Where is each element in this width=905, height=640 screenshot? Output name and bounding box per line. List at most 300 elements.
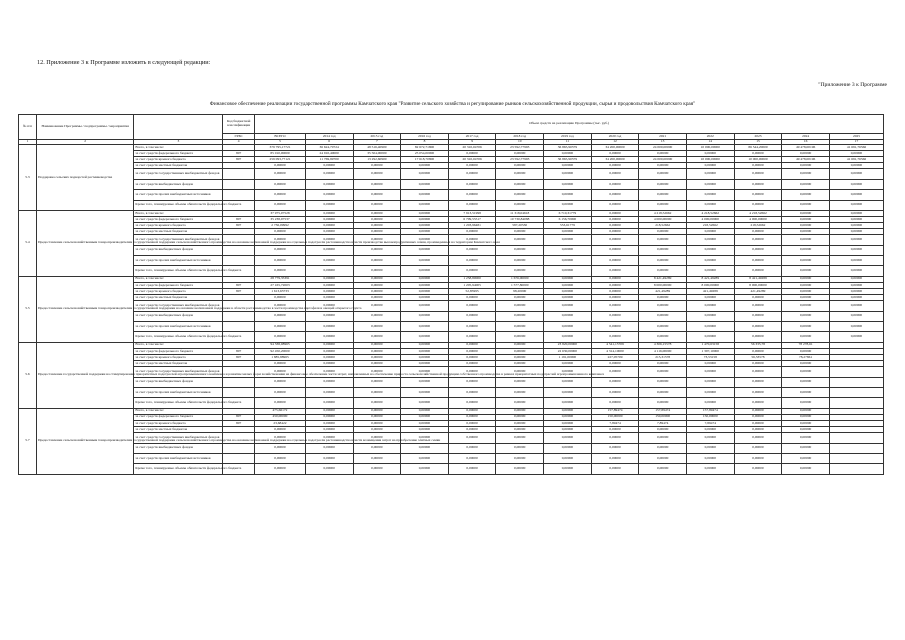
amount-cell: 4 000,00000	[639, 217, 687, 223]
amount-cell: 94 338,08965	[255, 342, 306, 348]
amount-cell: 0,00000	[544, 332, 592, 342]
funding-source: за счет средств прочих внебюджетных источников	[134, 190, 223, 200]
amount-cell: 0,00000	[544, 387, 592, 397]
amount-cell: 0,00000	[782, 408, 830, 414]
amount-cell: 0,00000	[448, 229, 496, 235]
amount-cell: 0,00000	[782, 190, 830, 200]
table-row	[19, 169, 884, 179]
amount-cell	[829, 453, 883, 463]
amount-cell: 0,00000	[829, 301, 883, 311]
grbs-code: 807	[223, 151, 255, 157]
amount-cell: 0,00000	[829, 223, 883, 229]
amount-cell: 1 397,10000	[686, 348, 734, 354]
funding-source: за счет средств федерального бюджета	[134, 217, 223, 223]
amount-cell: 0,00000	[353, 245, 401, 255]
amount-cell: 0,00000	[353, 223, 401, 229]
amount-cell: 0,00000	[591, 387, 639, 397]
amount-cell: 0,00000	[544, 408, 592, 414]
amount-cell: 0,00000	[686, 190, 734, 200]
amount-cell: 0,00000	[448, 420, 496, 426]
amount-cell: 78 278,61	[782, 342, 830, 348]
amount-cell: 0,00000	[401, 311, 449, 321]
row-number: 5.7	[19, 408, 37, 474]
table-row	[19, 190, 884, 200]
amount-cell: 0,00000	[829, 245, 883, 255]
amount-cell: 0,00000	[734, 301, 782, 311]
amount-cell: 8 000,00000	[686, 282, 734, 288]
amount-cell: 1 885,88965	[255, 355, 306, 361]
amount-cell: 92 450,20000	[255, 348, 306, 354]
col-index-number: 11	[544, 140, 592, 145]
amount-cell: 0,00000	[448, 256, 496, 266]
amount-cell: 0,00000	[305, 266, 353, 276]
amount-cell: 0,00000	[686, 464, 734, 474]
amount-cell: 0,00000	[353, 464, 401, 474]
amount-cell: 150,00000	[591, 414, 639, 420]
amount-cell: 4 218,52662	[686, 210, 734, 216]
document-title: Финансовое обеспечение реализации государственной программы Камчатского края "Развитие сельского хозяйства и регулирование рынков сельскохозяйственной продукции, сырья и продовольствия Камчатского края"	[209, 101, 696, 107]
amount-cell: 0,00000	[734, 169, 782, 179]
amount-cell: 0,00000	[496, 266, 544, 276]
row-number: 5.5	[19, 276, 37, 342]
amount-cell: 218,52662	[686, 223, 734, 229]
amount-cell: 0,00000	[401, 348, 449, 354]
amount-cell: 0,00000	[734, 433, 782, 443]
amount-cell: 0,00000	[353, 256, 401, 266]
amount-cell: 0,00000	[686, 398, 734, 408]
appendix-label: "Приложение 3 к Программе	[818, 82, 887, 88]
amount-cell: 4 000,00000	[686, 217, 734, 223]
grbs-code	[223, 322, 255, 332]
funding-source: за счет средств краевого бюджета	[134, 289, 223, 295]
col-index-number: 9	[448, 140, 496, 145]
amount-cell: 1 205,94005	[448, 282, 496, 288]
amount-cell: 0,00000	[734, 387, 782, 397]
amount-cell: 0,00000	[448, 464, 496, 474]
amount-cell: 0,00000	[305, 322, 353, 332]
amount-cell: 0,00000	[639, 361, 687, 367]
amount-cell: 0,00000	[448, 190, 496, 200]
amount-cell: 0,00000	[782, 151, 830, 157]
amount-cell: 0,00000	[829, 210, 883, 216]
table-row	[19, 256, 884, 266]
amount-cell: 0,00000	[448, 179, 496, 189]
amount-cell: 0,00000	[255, 235, 306, 245]
amount-cell: 0,00000	[401, 229, 449, 235]
amount-cell: 0,00000	[782, 295, 830, 301]
amount-cell: 0,00000	[353, 427, 401, 433]
amount-cell: 0,00000	[591, 217, 639, 223]
amount-cell: 0,00000	[591, 377, 639, 387]
table-row	[19, 398, 884, 408]
amount-cell: 0,00000	[829, 256, 883, 266]
col-header-grbs: ГРБС	[223, 134, 255, 140]
amount-cell: 0,00000	[734, 163, 782, 169]
amount-cell: 0,00000	[686, 311, 734, 321]
col-header-source	[134, 115, 223, 140]
amount-cell: 0,00000	[401, 367, 449, 377]
amount-cell: 0,00000	[448, 355, 496, 361]
amount-cell: 0,00000	[496, 245, 544, 255]
amount-cell: 0,00000	[401, 169, 449, 179]
amount-cell: 0,00000	[305, 235, 353, 245]
amount-cell: 82 672,71800	[401, 145, 449, 151]
amount-cell: 0,00000	[305, 414, 353, 420]
amount-cell: 0,00000	[591, 229, 639, 235]
amount-cell: 34 200,00000	[591, 145, 639, 151]
amount-cell: 0,00000	[782, 361, 830, 367]
amount-cell: 0,00000	[591, 223, 639, 229]
amount-cell: 0,00000	[591, 276, 639, 282]
amount-cell: 73,53158	[686, 355, 734, 361]
amount-cell: 0,00000	[305, 190, 353, 200]
grbs-code	[223, 190, 255, 200]
amount-cell: 6 709,55517	[448, 217, 496, 223]
amount-cell: 0,00000	[544, 367, 592, 377]
amount-cell: 0,00000	[686, 169, 734, 179]
amount-cell: 0,00000	[353, 229, 401, 235]
amount-cell: 0,00000	[401, 295, 449, 301]
amount-cell: 0,00000	[782, 200, 830, 210]
funding-source: за счет средств государственных внебюджетных фондов	[134, 235, 223, 245]
amount-cell: 0,00000	[255, 453, 306, 463]
amount-cell: 0,00000	[401, 190, 449, 200]
amount-cell: 0,00000	[496, 163, 544, 169]
amount-cell: 0,00000	[448, 361, 496, 367]
amount-cell: 0,00000	[782, 217, 830, 223]
amount-cell	[829, 398, 883, 408]
amount-cell: 0,00000	[496, 179, 544, 189]
amount-cell	[829, 443, 883, 453]
amount-cell: 0,00000	[496, 235, 544, 245]
amount-cell: 0,00000	[686, 200, 734, 210]
grbs-code: 807	[223, 348, 255, 354]
amount-cell: 0,00000	[255, 295, 306, 301]
amount-cell: 0,00000	[591, 361, 639, 367]
amount-cell: 0,00000	[782, 229, 830, 235]
amount-cell: 0,00000	[544, 361, 592, 367]
funding-source: за счет средств государственных внебюджетных фондов	[134, 301, 223, 311]
col-index-number: 12	[591, 140, 639, 145]
amount-cell: 0,00000	[353, 311, 401, 321]
amount-cell: 0,00000	[401, 377, 449, 387]
amount-cell: 0,00000	[829, 163, 883, 169]
amount-cell: 0,00000	[734, 332, 782, 342]
amount-cell: 0,00000	[305, 245, 353, 255]
funding-source: за счет средств местных бюджетов	[134, 361, 223, 367]
amount-cell: 48 516,40900	[353, 145, 401, 151]
amount-cell: 0,00000	[401, 332, 449, 342]
amount-cell: 0,00000	[353, 235, 401, 245]
amount-cell: 0,00000	[734, 245, 782, 255]
amount-cell: 0,00000	[734, 190, 782, 200]
amount-cell: 0,00000	[401, 217, 449, 223]
amount-cell: 0,00000	[782, 387, 830, 397]
grbs-code	[223, 443, 255, 453]
col-index-number: 16	[782, 140, 830, 145]
amount-cell: 0,00000	[401, 282, 449, 288]
amount-cell: 0,00000	[448, 377, 496, 387]
amount-cell: 0,00000	[686, 387, 734, 397]
amount-cell: 20 310,04706	[448, 157, 496, 163]
amount-cell: 0,00000	[401, 398, 449, 408]
funding-source: за счет средств прочих внебюджетных источников	[134, 256, 223, 266]
amount-cell: 0,00000	[829, 322, 883, 332]
amount-cell: 11 318,04618	[496, 210, 544, 216]
amount-cell: 36 865,90379	[544, 145, 592, 151]
grbs-code	[223, 256, 255, 266]
amount-cell: 0,00000	[255, 464, 306, 474]
amount-cell: 8 421,49289	[734, 276, 782, 282]
amount-cell: 0,00000	[782, 464, 830, 474]
amount-cell: 0,00000	[401, 289, 449, 295]
col-index-number: 17	[829, 140, 883, 145]
amount-cell: 0,00000	[591, 311, 639, 321]
amount-cell: 0,00000	[782, 367, 830, 377]
amount-cell: 0,00000	[591, 427, 639, 433]
amount-cell: 0,00000	[401, 276, 449, 282]
amount-cell: 0,00000	[305, 301, 353, 311]
amount-cell: 0,00000	[448, 408, 496, 414]
amount-cell: 0,00000	[782, 282, 830, 288]
amount-cell: 0,00000	[448, 398, 496, 408]
amount-cell: 0,00000	[639, 301, 687, 311]
amount-cell: 0,00000	[305, 311, 353, 321]
amount-cell: 0,00000	[496, 427, 544, 433]
amount-cell: 0,00000	[686, 367, 734, 377]
amount-cell: 0,00000	[591, 443, 639, 453]
amount-cell: 0,00000	[639, 367, 687, 377]
amount-cell: 0,00000	[305, 276, 353, 282]
table-row	[19, 443, 884, 453]
amount-cell: 0,00000	[496, 256, 544, 266]
amount-cell: 10 000,00000	[686, 145, 734, 151]
amount-cell: 0,00000	[496, 190, 544, 200]
amount-cell: 0,00000	[448, 311, 496, 321]
amount-cell: 0,00000	[544, 151, 592, 157]
funding-source: Всего, в том числе:	[134, 145, 223, 151]
amount-cell: 28 779,35391	[255, 276, 306, 282]
amount-cell: 13 292,60900	[353, 157, 401, 163]
grbs-code: 807	[223, 289, 255, 295]
amount-cell: 0,00000	[496, 367, 544, 377]
amount-cell: 0,00000	[353, 163, 401, 169]
amount-cell: 0,00000	[401, 408, 449, 414]
amount-cell: 0,00000	[734, 256, 782, 266]
amount-cell: 0,00000	[353, 453, 401, 463]
amount-cell: 1 258,80000	[448, 276, 496, 282]
amount-cell: 0,00000	[686, 433, 734, 443]
amount-cell: 0,00000	[401, 443, 449, 453]
amount-cell: 0,00000	[734, 179, 782, 189]
amount-cell: 218,52662	[639, 223, 687, 229]
table-row	[19, 311, 884, 321]
amount-cell: 0,00000	[448, 322, 496, 332]
amount-cell: 0,00000	[734, 151, 782, 157]
funding-source: за счет средств федерального бюджета	[134, 414, 223, 420]
row-number: 5.3	[19, 145, 37, 211]
funding-source: за счет средств прочих внебюджетных источников	[134, 322, 223, 332]
amount-cell: 0,00000	[353, 420, 401, 426]
amount-cell: 7,89474	[686, 420, 734, 426]
amount-cell: 0,00000	[591, 179, 639, 189]
grbs-code: 807	[223, 355, 255, 361]
amount-cell: 0,00000	[591, 200, 639, 210]
amount-cell: 0,00000	[734, 453, 782, 463]
amount-cell: 0,00000	[829, 179, 883, 189]
amount-cell: 0,00000	[401, 210, 449, 216]
amount-cell: 0,00000	[255, 361, 306, 367]
amount-cell: 17 618,70800	[401, 157, 449, 163]
amount-cell: 0,00000	[448, 414, 496, 420]
amount-cell: 0,00000	[734, 266, 782, 276]
amount-cell: 0,00000	[639, 169, 687, 179]
amount-cell: 553,61779	[544, 223, 592, 229]
amount-cell: 7 913,51998	[448, 210, 496, 216]
amount-cell: 0,00000	[401, 464, 449, 474]
table-row	[19, 332, 884, 342]
amount-cell: 0,00000	[353, 367, 401, 377]
amount-cell: 8 000,00000	[639, 282, 687, 288]
amount-cell: 0,00000	[639, 235, 687, 245]
grbs-code: 807	[223, 223, 255, 229]
amount-cell: 41 691,76566	[829, 157, 883, 163]
col-index-number: 6	[305, 140, 353, 145]
amount-cell: 157,89474	[639, 408, 687, 414]
amount-cell: 0,00000	[401, 387, 449, 397]
amount-cell: 0,00000	[401, 414, 449, 420]
amount-cell: 0,00000	[305, 464, 353, 474]
funding-source: за счет средств государственных внебюджетных фондов	[134, 169, 223, 179]
amount-cell: 0,00000	[448, 367, 496, 377]
funding-source: за счет средств внебюджетных фондов	[134, 443, 223, 453]
amount-cell: 0,00000	[305, 408, 353, 414]
funding-source: за счет средств краевого бюджета	[134, 420, 223, 426]
amount-cell: 0,00000	[496, 311, 544, 321]
amount-cell: 0,00000	[544, 163, 592, 169]
funding-source: Кроме того, планируемые объемы обязательств федерального бюджета	[134, 200, 223, 210]
measure-name: Предоставление сельскохозяйственным товаропроизводителям государственной поддержки сельскохозяйственного производства на оказание несвязанной поддержки на отдельные подотрасли растениеводства в части возмещения затрат на приобретение элитных семян	[36, 408, 133, 474]
amount-cell: 0,00000	[734, 398, 782, 408]
grbs-code	[223, 387, 255, 397]
amount-cell: 0,00000	[639, 433, 687, 443]
amount-cell: 0,00000	[591, 210, 639, 216]
amount-cell: 23 820,00000	[544, 342, 592, 348]
amount-cell: 0,00000	[544, 229, 592, 235]
amount-cell: 0,00000	[734, 235, 782, 245]
col-header-year: 2020 год	[591, 134, 639, 140]
table-row	[19, 377, 884, 387]
funding-source: за счет средств прочих внебюджетных источников	[134, 387, 223, 397]
amount-cell: 0,00000	[448, 348, 496, 354]
amount-cell: 0,00000	[255, 387, 306, 397]
amount-cell: 0,00000	[544, 433, 592, 443]
amount-cell: 0,00000	[686, 443, 734, 453]
funding-source: за счет средств внебюджетных фондов	[134, 311, 223, 321]
amount-cell: 0,00000	[353, 322, 401, 332]
amount-cell: 0,00000	[829, 276, 883, 282]
amount-cell: 10 000,00000	[686, 157, 734, 163]
amount-cell: 36 865,90379	[544, 157, 592, 163]
col-header-year: 2023	[734, 134, 782, 140]
amount-cell: 0,00000	[305, 217, 353, 223]
amount-cell: 0,00000	[448, 301, 496, 311]
amount-cell: 0,00000	[782, 223, 830, 229]
amount-cell: 0,00000	[255, 433, 306, 443]
amount-cell: 0,00000	[782, 420, 830, 426]
amount-cell: 0,00000	[639, 245, 687, 255]
col-header-year: 2017 год	[448, 134, 496, 140]
amount-cell: 0,00000	[255, 322, 306, 332]
amount-cell: 0,00000	[591, 464, 639, 474]
amount-cell: 52,85995	[448, 289, 496, 295]
amount-cell: 0,00000	[782, 348, 830, 354]
amount-cell: 24 910,40000	[305, 151, 353, 157]
amount-cell: 0,00000	[305, 200, 353, 210]
amount-cell: 24 000,00000	[639, 157, 687, 163]
amount-cell: 0,00000	[255, 311, 306, 321]
funding-source: за счет средств краевого бюджета	[134, 157, 223, 163]
amount-cell: 0,00000	[544, 322, 592, 332]
amount-cell: 0,00000	[353, 210, 401, 216]
amount-cell: 218,52662	[734, 223, 782, 229]
amount-cell: 0,00000	[544, 464, 592, 474]
amount-cell: 0,00000	[782, 453, 830, 463]
amount-cell: 0,00000	[353, 414, 401, 420]
amount-cell: 0,00000	[305, 453, 353, 463]
amount-cell: 0,00000	[544, 289, 592, 295]
col-index-number: 14	[686, 140, 734, 145]
amount-cell: 0,00000	[544, 377, 592, 387]
col-index-number: 1	[19, 140, 37, 145]
funding-source: за счет средств местных бюджетов	[134, 295, 223, 301]
grbs-code	[223, 453, 255, 463]
amount-cell: 0,00000	[353, 408, 401, 414]
funding-source: Всего, в том числе:	[134, 210, 223, 216]
amount-cell: 0,00000	[305, 387, 353, 397]
col-header-number: № п/п	[19, 115, 37, 140]
amount-cell: 25 054,00000	[401, 151, 449, 157]
funding-source: Кроме того, планируемые объемы обязательств федерального бюджета	[134, 332, 223, 342]
amount-cell: 0,00000	[448, 387, 496, 397]
col-header-year: 2016 год	[401, 134, 449, 140]
amount-cell: 0,00000	[401, 322, 449, 332]
amount-cell: 0,00000	[401, 163, 449, 169]
amount-cell: 0,00000	[496, 200, 544, 210]
amount-cell: 0,00000	[734, 311, 782, 321]
amount-cell: 0,00000	[353, 398, 401, 408]
amount-cell: 0,00000	[544, 398, 592, 408]
amount-cell: 0,00000	[782, 332, 830, 342]
table-row	[19, 179, 884, 189]
amount-cell: 0,00000	[591, 295, 639, 301]
amount-cell: 0,00000	[401, 223, 449, 229]
amount-cell: 2 736,09992	[255, 223, 306, 229]
col-index-number: 2	[36, 140, 133, 145]
table-row	[19, 453, 884, 463]
amount-cell: 0,00000	[639, 266, 687, 276]
amount-cell: 0,00000	[448, 235, 496, 245]
amount-cell: 0,00000	[305, 223, 353, 229]
amount-cell: 0,00000	[305, 433, 353, 443]
amount-cell: 34 200,00000	[591, 157, 639, 163]
col-header-year: 2024	[782, 134, 830, 140]
funding-source: за счет средств прочих внебюджетных источников	[134, 453, 223, 463]
col-header-year: 2018 год	[496, 134, 544, 140]
col-index-number: 4	[223, 140, 255, 145]
funding-source: за счет средств внебюджетных фондов	[134, 179, 223, 189]
amount-cell: 150,00000	[686, 414, 734, 420]
